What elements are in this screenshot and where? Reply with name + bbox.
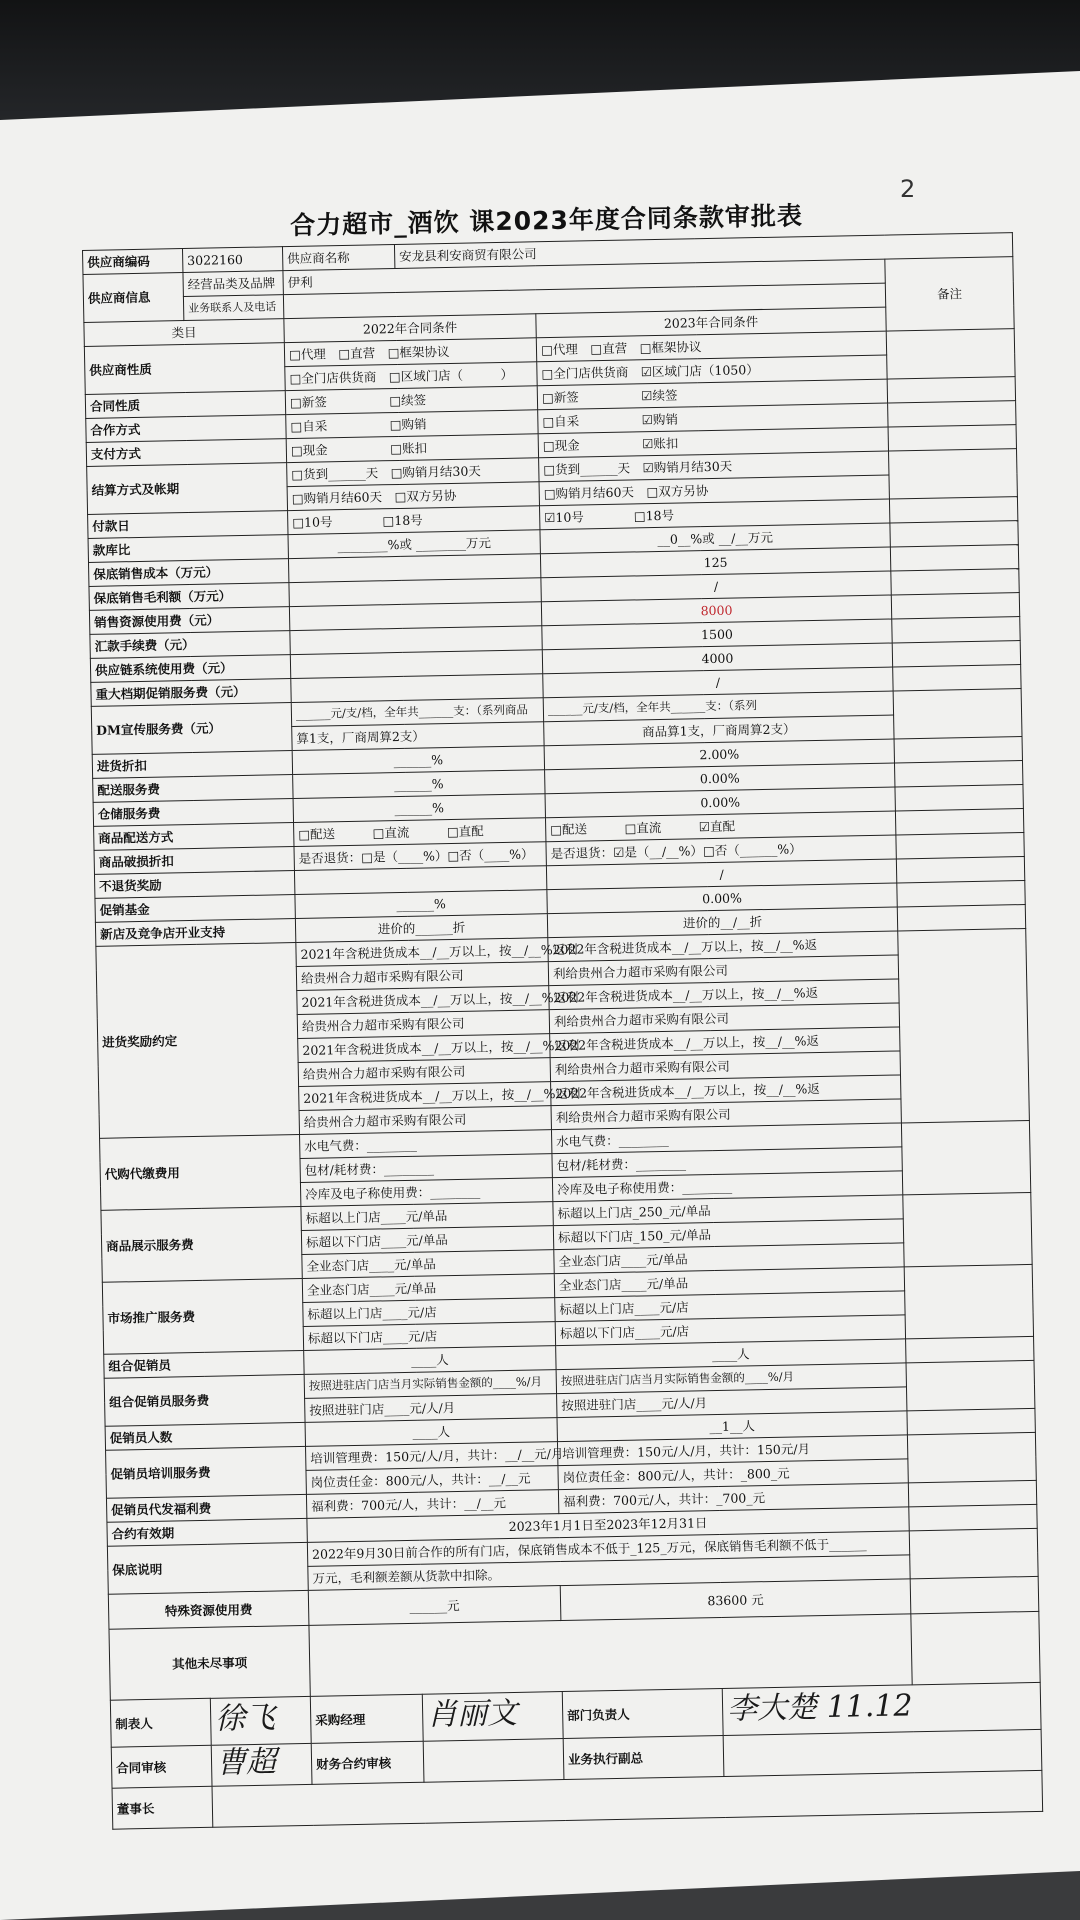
contract-table: 供应商编码 3022160 供应商名称 安龙县利安商贸有限公司 供应商信息 经营品类及品牌 伊利 备注 业务联系人及电话 类目 2022年合同条件 2023年合同条件 供应商性质 □代理 □直营 □框架协议 □代理 □直营 □框架协议 □全门店供货商 □区域门店（ ） □全门店供货商 ☑区域门店（1050） 合同性质 □新签 □续签 □新签 ☑续签 合作方式 □自采 □购销 □自采 ☑购销 支付方式 □现金 □账扣 □现金 ☑账扣 结算方式及帐期 □货到______天 □购销月结30天 □货到______天 ☑购销月结30天 □购销月结60天 □双方另协 □购销月结60天 □双方另协 付款日 □10号 □18号 ☑10号 □18号 款库比 ________%或 ________万元 __0__%或 __/__万元 保底销售成本（万元） 125 保底销售毛利额（万元） / 销售资源使用费（元） 8000 汇款手续费（元） 1500 供应链系统使用费（元） 4000 重大档期促销服务费（元） / DM宣传服务费（元） ______元/支/档，全年共______支：（系列商品 ______元/支/档，全年共______支：（系列 算1支，厂商周算2支） 商品算1支，厂商周算2支） 进货折扣 ______% 2.00% 配送服务费 ______% 0.00% 仓储服务费 ______% 0.00% 商品配送方式 □配送 □直流 □直配 □配送 □直流 ☑直配 商品破损折扣 是否退货：□是（____%）□否（____%） 是否退货：☑是（__/__%）□否（______%） 不退货奖励 / 促销基金 ______% 0.00% 新店及竞争店开业支持 进价的______折 进价的__/__折 进货奖励约定 2021年含税进货成本__/__万以上，按__/__%返利 2022年含税进货成本__/__万以上，按__/__%返 给贵州合力超市采购有限公司 利给贵州合力超市采购有限公司 2021年含税进货成本__/__万以上，按__/__%返利 2022年含税进货成本__/__万以上，按__/__%返 给贵州合力超市采购有限公司 利给贵州合力超市采购有限公司 2021年含税进货成本__/__万以上，按__/__%返利 2022年含税进货成本__/__万以上，按__/__%返 给贵州合力超市采购有限公司 利给贵州合力超市采购有限公司 2021年含税进货成本__/__万以上，按__/__%返利 2022年含税进货成本__/__万以上，按__/__%返 给贵州合力超市采购有限公司 利给贵州合力超市采购有限公司 代购代缴费用 水电气费：________ 水电气费：________ 包材/耗材费：________ 包材/耗材费：________ 冷库及电子称使用费：________ 冷库及电子称使用费：________ 商品展示服务费 标超以上门店____元/单品 标超以上门店_250_元/单品 标超以下门店____元/单品 标超以下门店_150_元/单品 全业态门店____元/单品 全业态门店____元/单品 市场推广服务费 全业态门店____元/单品 全业态门店____元/单品 标超以上门店____元/店 标超以上门店____元/店 标超以下门店____元/店 标超以下门店____元/店 组合促销员 ____人 ____人 组合促销员服务费 按照进驻店门店当月实际销售金额的____%/月 按照进驻店门店当月实际销售金额的____%/月 按照进驻门店____元/人/月 按照进驻门店____元/人/月 促销员人数 ____人 __1__人 促销员培训服务费 培训管理费：150元/人/月，共计：__/__元/月 培训管理费：150元/人/月，共计：150元/月 岗位责任金：800元/人，共计：__/__元 岗位责任金：800元/人，共计：_800_元 促销员代发福利费 福利费：700元/人，共计：__/__元 福利费：700元/人，共计：_700_元 合约有效期 2023年1月1日至2023年12月31日 保底说明 2022年9月30日前合作的所有门店，保底销售成本不低于_125_万元，保底销售毛利额不低于______ 万元，毛利额差额从货款中扣除。 特殊资源使用费 ______元 83600 元 其他未尽事项 制表人 徐飞 采购经理 肖丽文 部门负责人 李大楚 11.12 合同审核 曹超 财务合约审核 业务执行副总 董事长: [82, 232, 1043, 1830]
approval-form: [82, 201, 1043, 1870]
buyer-signature: 肖丽文: [426, 1695, 518, 1733]
review-signature: 曹超: [215, 1744, 277, 1781]
dept-signature: 李大楚 11.12: [726, 1688, 913, 1727]
page-number: 2: [900, 175, 916, 203]
maker-signature: 徐飞: [214, 1700, 276, 1737]
form-title: 合力超市_酒饮 课2023年度合同条款审批表: [289, 201, 804, 240]
